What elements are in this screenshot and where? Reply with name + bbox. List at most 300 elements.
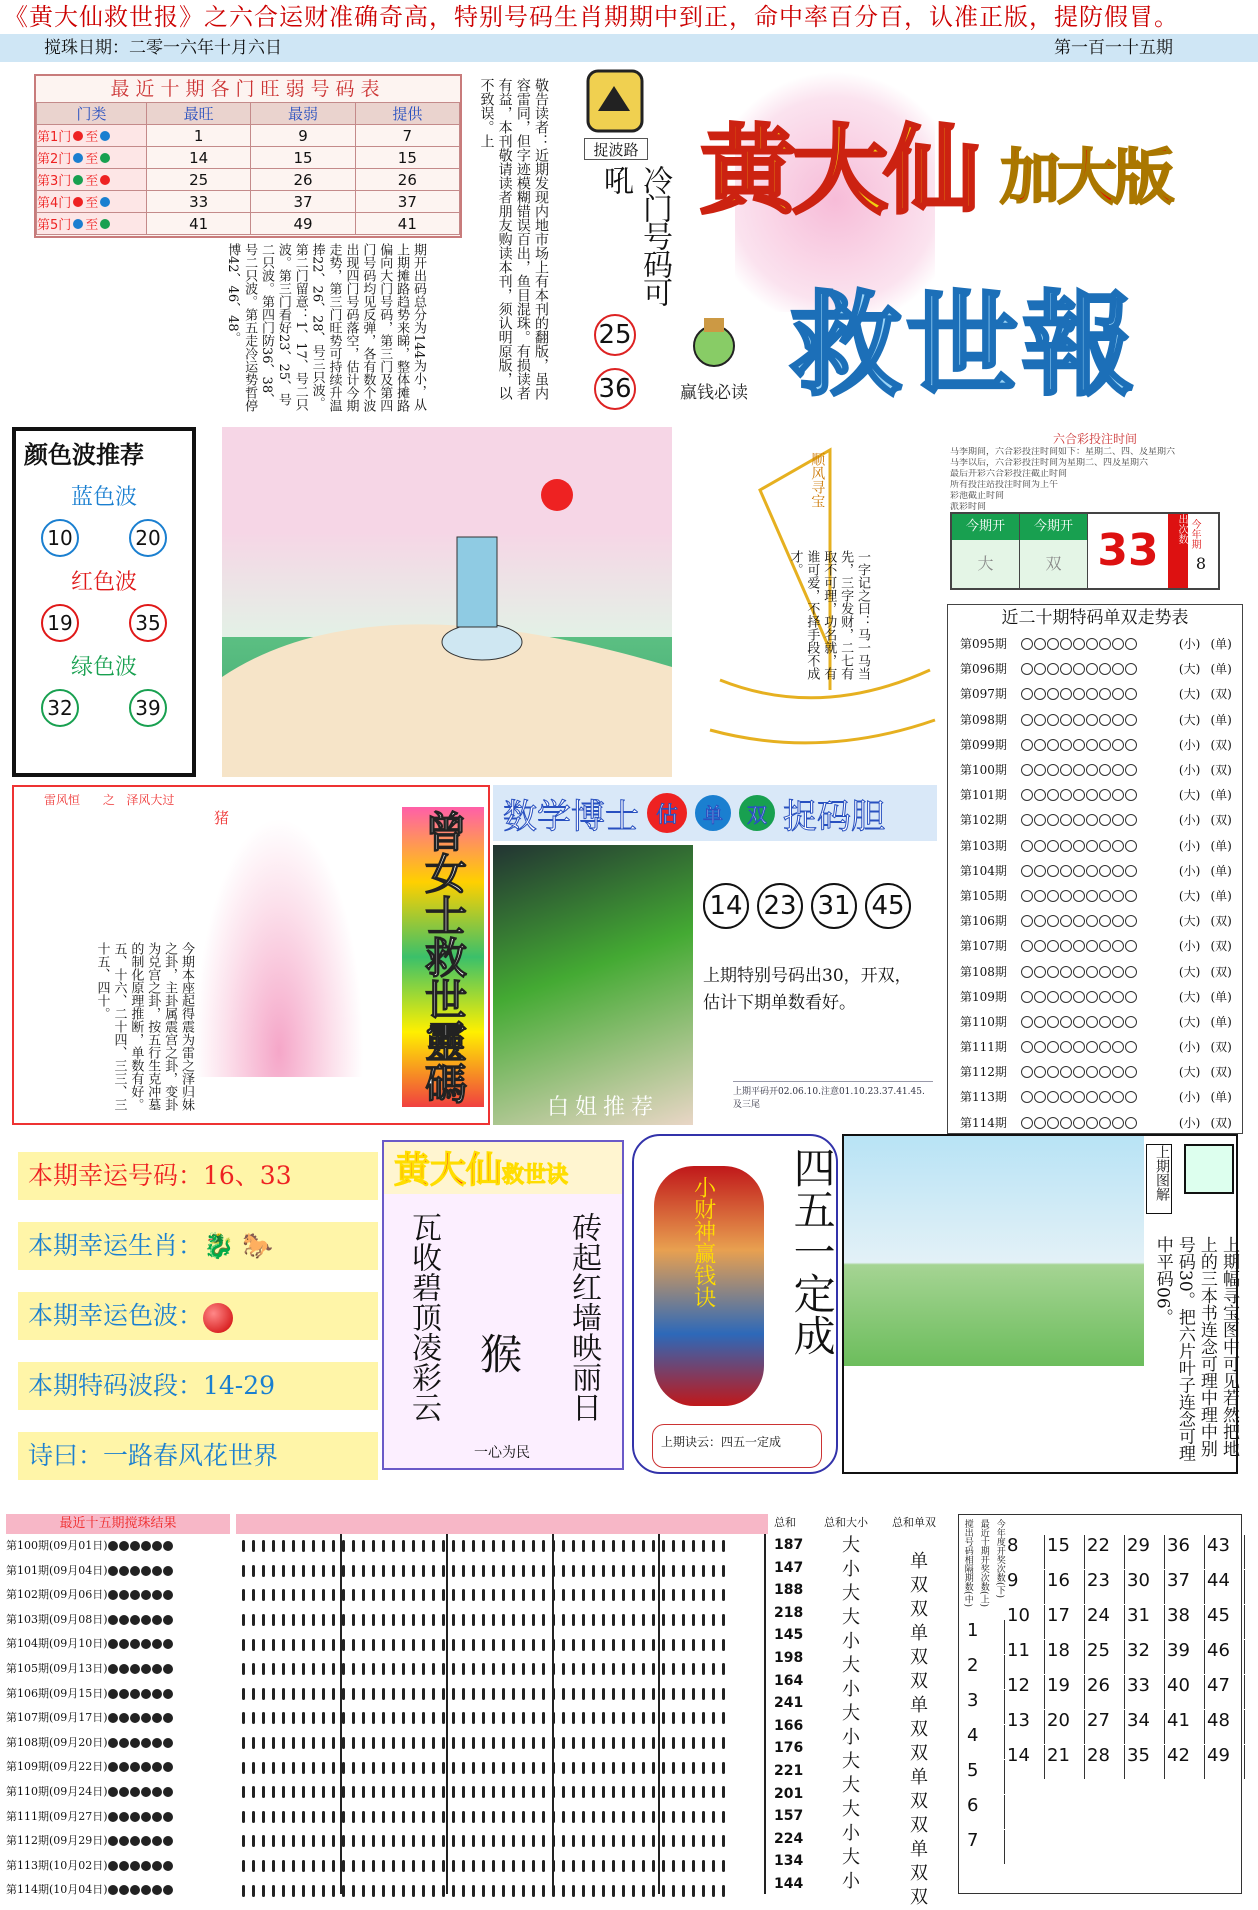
dot-icon — [242, 1540, 245, 1552]
table-cell: 1 — [147, 125, 251, 147]
dot-icon — [532, 1835, 535, 1847]
dot-icon — [372, 1614, 375, 1626]
dot-icon — [662, 1860, 665, 1872]
dot-icon — [562, 1639, 565, 1651]
ball-icon — [1073, 1016, 1085, 1028]
ball-icon — [1021, 1117, 1033, 1129]
dot-icon — [602, 1860, 605, 1872]
brand-plus: 加大版 — [1000, 143, 1171, 213]
ball-icon — [1047, 1091, 1059, 1103]
dot-icon — [622, 1589, 625, 1601]
trend-row: 第111期 (小) (双) — [960, 1040, 1232, 1055]
dot-icon — [462, 1565, 465, 1577]
trend-balls — [1021, 989, 1179, 1003]
brand-name: 黄大仙 — [700, 115, 976, 227]
ball-icon — [1125, 1091, 1137, 1103]
ball-icon — [1060, 840, 1072, 852]
dot-icon — [262, 1762, 265, 1774]
dot-icon — [522, 1639, 525, 1651]
dot-icon — [562, 1786, 565, 1798]
dot-icon — [432, 1639, 435, 1651]
number-cell: 11 — [1007, 1640, 1045, 1674]
dot-icon — [632, 1860, 635, 1872]
ball-icon — [119, 1787, 129, 1797]
dot-icon — [302, 1614, 305, 1626]
ball-grid-row — [236, 1657, 768, 1682]
dot-icon — [542, 1762, 545, 1774]
dot-icon — [332, 1786, 335, 1798]
dot-icon — [582, 1737, 585, 1749]
number-grid: 搅出号码相隔期数(中) 最近十期开奖次数(上) 今年度开奖次数(下) 1 2 3 4 5 6 7 8 9 10 11 12 13 14 15 16 17 18 19 20 21 22 23 24 25 26 27 28 29 30 31 32 33 34 35 36 37 38 39 40 41 42 43 44 45 46 47 48 49 — [958, 1514, 1242, 1894]
trend-balls — [1021, 1090, 1179, 1104]
trend-row: 第098期 (大) (单) — [960, 712, 1232, 727]
dot-icon — [542, 1860, 545, 1872]
dot-icon — [512, 1540, 515, 1552]
dot-icon — [462, 1639, 465, 1651]
wave-number: 20 — [129, 519, 167, 557]
trend-row: 第105期 (大) (单) — [960, 888, 1232, 903]
dot-icon — [712, 1540, 715, 1552]
hand-icon — [580, 66, 650, 136]
dot-icon — [592, 1688, 595, 1700]
dot-icon — [512, 1639, 515, 1651]
dot-icon — [702, 1639, 705, 1651]
dot-icon — [382, 1860, 385, 1872]
ball-icon — [1125, 991, 1137, 1003]
table-cell: 49 — [251, 213, 355, 235]
dot-icon — [392, 1589, 395, 1601]
trend-row: 第096期 (大) (单) — [960, 662, 1232, 677]
ball-icon — [1060, 814, 1072, 826]
dot-icon — [582, 1835, 585, 1847]
trend-balls — [1021, 914, 1179, 928]
dot-icon — [722, 1589, 725, 1601]
dot-icon — [692, 1589, 695, 1601]
dot-icon — [652, 1639, 655, 1651]
twenty-trend-box — [947, 604, 1243, 1134]
number-cell: 39 — [1167, 1640, 1205, 1674]
ball-icon — [1112, 789, 1124, 801]
dot-icon — [592, 1737, 595, 1749]
dot-icon — [692, 1885, 695, 1897]
ball-grid-row — [236, 1583, 768, 1608]
dot-icon — [502, 1762, 505, 1774]
ball-icon — [1099, 638, 1111, 650]
ball-icon — [152, 1836, 162, 1846]
ball-icon — [119, 1836, 129, 1846]
table-header: 最旺 — [147, 103, 251, 125]
ball-icon — [119, 1713, 129, 1723]
ball-icon — [1073, 1117, 1085, 1129]
dot-icon — [432, 1614, 435, 1626]
dot-icon — [302, 1540, 305, 1552]
dot-icon — [572, 1639, 575, 1651]
ball-icon — [1047, 940, 1059, 952]
dot-icon — [712, 1614, 715, 1626]
dot-icon — [382, 1688, 385, 1700]
dot-icon — [652, 1860, 655, 1872]
dot-icon — [702, 1885, 705, 1897]
ball-icon — [163, 1590, 173, 1600]
number-cell: 14 — [1007, 1745, 1045, 1779]
number-cell: 4 — [967, 1725, 1005, 1759]
dot-icon — [722, 1688, 725, 1700]
lucky-range: 本期特码波段：14-29 — [18, 1362, 378, 1410]
dot-icon — [692, 1762, 695, 1774]
dot-icon — [462, 1860, 465, 1872]
result-row: 第111期(09月27日) — [6, 1805, 230, 1830]
dot-icon — [552, 1565, 555, 1577]
dot-icon — [722, 1885, 725, 1897]
dot-icon — [702, 1786, 705, 1798]
dot-icon — [652, 1565, 655, 1577]
dot-icon — [342, 1762, 345, 1774]
dot-icon — [422, 1688, 425, 1700]
dot-icon — [382, 1786, 385, 1798]
dot-icon — [542, 1811, 545, 1823]
ball-icon — [1073, 940, 1085, 952]
dot-icon — [602, 1688, 605, 1700]
dot-icon — [622, 1712, 625, 1724]
ball-icon — [1060, 890, 1072, 902]
trend-row: 第107期 (小) (双) — [960, 939, 1232, 954]
sum-value: 157 — [774, 1808, 804, 1825]
dot-icon — [552, 1811, 555, 1823]
dot-icon — [672, 1589, 675, 1601]
ball-icon — [108, 1689, 118, 1699]
ball-icon — [1073, 739, 1085, 751]
dot-icon — [452, 1712, 455, 1724]
ball-icon — [141, 1664, 151, 1674]
ball-icon — [1047, 966, 1059, 978]
ball-icon — [130, 1762, 140, 1772]
dot-icon — [512, 1762, 515, 1774]
bet-time-box — [950, 430, 1240, 512]
dot-icon — [362, 1885, 365, 1897]
dot-icon — [382, 1614, 385, 1626]
dot-icon — [262, 1885, 265, 1897]
dot-icon — [672, 1835, 675, 1847]
bet-time-title: 六合彩投注时间 — [1052, 432, 1137, 446]
dot-icon — [672, 1540, 675, 1552]
ball-icon — [163, 1664, 173, 1674]
dot-icon — [612, 1811, 615, 1823]
dot-icon — [642, 1885, 645, 1897]
dot-icon — [302, 1860, 305, 1872]
ball-grid-row — [236, 1829, 768, 1854]
dot-icon — [452, 1589, 455, 1601]
dot-icon — [472, 1688, 475, 1700]
ball-icon — [108, 1541, 118, 1551]
dot-icon — [522, 1811, 525, 1823]
dot-icon — [632, 1762, 635, 1774]
dot-icon — [242, 1835, 245, 1847]
dot-icon — [642, 1565, 645, 1577]
ball-icon — [1047, 991, 1059, 1003]
dot-icon — [692, 1737, 695, 1749]
dot-icon — [562, 1811, 565, 1823]
dot-icon — [692, 1565, 695, 1577]
ball-icon — [1021, 1016, 1033, 1028]
catch-number: 36 — [594, 368, 636, 410]
dot-icon — [592, 1614, 595, 1626]
wave-name: 红色波 — [70, 570, 137, 595]
ball-icon — [1021, 814, 1033, 826]
dot-icon — [242, 1565, 245, 1577]
dot-icon — [292, 1688, 295, 1700]
dot-icon — [482, 1614, 485, 1626]
dot-icon — [612, 1885, 615, 1897]
dot-icon — [632, 1712, 635, 1724]
dot-icon — [452, 1614, 455, 1626]
dot-icon — [402, 1811, 405, 1823]
dot-icon — [262, 1811, 265, 1823]
dot-icon — [362, 1540, 365, 1552]
dot-icon — [322, 1811, 325, 1823]
ball-icon — [1112, 865, 1124, 877]
dot-icon — [502, 1589, 505, 1601]
ball-icon — [1034, 865, 1046, 877]
ball-icon — [1086, 991, 1098, 1003]
dot-icon — [402, 1565, 405, 1577]
dot-icon — [262, 1565, 265, 1577]
dot-icon — [572, 1688, 575, 1700]
dot-icon — [292, 1811, 295, 1823]
dot-icon — [692, 1688, 695, 1700]
dot-icon — [692, 1860, 695, 1872]
dot-icon — [542, 1885, 545, 1897]
dot-icon — [622, 1639, 625, 1651]
child-last: 上期诀云：四五一定成 — [652, 1424, 822, 1468]
dot-icon — [292, 1614, 295, 1626]
dot-icon — [492, 1786, 495, 1798]
dot-icon — [572, 1737, 575, 1749]
dot-icon — [262, 1663, 265, 1675]
dot-icon — [622, 1786, 625, 1798]
dot-icon — [722, 1762, 725, 1774]
dot-icon — [682, 1860, 685, 1872]
dot-icon — [452, 1811, 455, 1823]
ball-icon — [152, 1615, 162, 1625]
dot-icon — [442, 1663, 445, 1675]
sage-illustration — [844, 1136, 1144, 1366]
dot-icon — [612, 1565, 615, 1577]
ball-icon — [1099, 1117, 1111, 1129]
dot-icon — [372, 1737, 375, 1749]
number-cell: 49 — [1207, 1745, 1245, 1779]
dot-icon — [292, 1589, 295, 1601]
ball-icon — [163, 1885, 173, 1895]
ball-icon — [1073, 991, 1085, 1003]
dot-icon — [362, 1712, 365, 1724]
ball-icon — [1099, 1091, 1111, 1103]
wave-number: 39 — [129, 689, 167, 727]
dot-icon — [712, 1737, 715, 1749]
horse-icon: 🐎 — [242, 1231, 274, 1260]
dot-icon — [312, 1737, 315, 1749]
dot-icon — [252, 1540, 255, 1552]
dot-icon — [632, 1885, 635, 1897]
ball-icon — [108, 1615, 118, 1625]
dot-icon — [412, 1565, 415, 1577]
dot-icon — [602, 1835, 605, 1847]
dot-icon — [542, 1639, 545, 1651]
dot-icon — [382, 1811, 385, 1823]
ball-icon — [1060, 688, 1072, 700]
dot-icon — [642, 1589, 645, 1601]
dot-icon — [322, 1663, 325, 1675]
dot-icon — [722, 1835, 725, 1847]
dot-icon — [462, 1811, 465, 1823]
sum-value: 176 — [774, 1740, 804, 1757]
dot-icon — [362, 1762, 365, 1774]
dot-icon — [100, 153, 110, 163]
ball-icon — [1099, 890, 1111, 902]
ball-grid-header — [236, 1514, 768, 1534]
dot-icon — [272, 1786, 275, 1798]
dot-icon — [582, 1688, 585, 1700]
dot-icon — [73, 175, 83, 185]
dot-icon — [302, 1835, 305, 1847]
dot-icon — [412, 1639, 415, 1651]
dot-icon — [682, 1540, 685, 1552]
table-header: 最弱 — [251, 103, 355, 125]
result-row: 第102期(09月06日) — [6, 1583, 230, 1608]
number-cell: 5 — [967, 1760, 1005, 1794]
ball-icon — [1112, 714, 1124, 726]
dot-icon — [602, 1565, 605, 1577]
dot-icon — [622, 1614, 625, 1626]
ball-icon — [108, 1812, 118, 1822]
ball-icon — [141, 1861, 151, 1871]
ball-icon — [163, 1639, 173, 1649]
dot-icon — [492, 1860, 495, 1872]
door-cell: 第1门 至 — [37, 125, 147, 147]
dot-icon — [712, 1589, 715, 1601]
dot-icon — [242, 1885, 245, 1897]
dot-icon — [532, 1860, 535, 1872]
dot-icon — [312, 1860, 315, 1872]
ball-icon — [1034, 890, 1046, 902]
dot-icon — [362, 1811, 365, 1823]
dot-icon — [542, 1835, 545, 1847]
dot-icon — [682, 1639, 685, 1651]
dot-icon — [672, 1565, 675, 1577]
wave-numbers — [16, 689, 192, 727]
ball-icon — [1073, 814, 1085, 826]
ball-icon — [1034, 739, 1046, 751]
dot-icon — [312, 1835, 315, 1847]
ball-icon — [141, 1885, 151, 1895]
dot-icon — [712, 1712, 715, 1724]
poem-right: 砖起红墙映丽日 — [566, 1212, 601, 1422]
ball-icon — [1073, 1066, 1085, 1078]
dot-icon — [702, 1811, 705, 1823]
dot-icon — [412, 1688, 415, 1700]
dot-icon — [722, 1811, 725, 1823]
wave-numbers — [16, 519, 192, 557]
notice-text: 敬告读者：近期发现内地市场上有本刊的翻版，虽内容雷同，但字迹模糊错误百出，鱼目混珠。有损读者有益，本刊敬请读者朋友购读本刊，须认明原版，以不致误。上 — [478, 78, 549, 400]
dot-icon — [632, 1614, 635, 1626]
table-cell: 41 — [355, 213, 459, 235]
horoscope-box — [12, 785, 490, 1125]
dot-icon — [242, 1688, 245, 1700]
number-cell: 15 — [1047, 1535, 1085, 1569]
ball-icon — [1125, 1041, 1137, 1053]
dot-icon — [402, 1589, 405, 1601]
dot-icon — [312, 1688, 315, 1700]
dot-icon — [492, 1614, 495, 1626]
dot-icon — [632, 1565, 635, 1577]
dot-icon — [382, 1737, 385, 1749]
dot-icon — [722, 1614, 725, 1626]
dot-icon — [662, 1540, 665, 1552]
ball-icon — [1034, 1091, 1046, 1103]
dot-icon — [322, 1762, 325, 1774]
dot-icon — [392, 1737, 395, 1749]
dot-icon — [662, 1565, 665, 1577]
dot-icon — [672, 1712, 675, 1724]
dot-icon — [622, 1835, 625, 1847]
ball-icon — [1125, 1066, 1137, 1078]
ball-icon — [1073, 638, 1085, 650]
dot-icon — [342, 1885, 345, 1897]
dot-icon — [602, 1762, 605, 1774]
lucky-zodiac: 本期幸运生肖：🐉 🐎 — [18, 1222, 378, 1270]
dot-icon — [472, 1811, 475, 1823]
ball-icon — [1047, 1041, 1059, 1053]
dot-icon — [452, 1663, 455, 1675]
trend-table-title: 最近十期各门旺弱号码表 — [110, 78, 386, 100]
dot-icon — [352, 1737, 355, 1749]
lucky-number: 本期幸运号码：16、33 — [18, 1152, 378, 1200]
dot-icon — [712, 1565, 715, 1577]
ball-icon — [1060, 1091, 1072, 1103]
dot-icon — [412, 1835, 415, 1847]
bet-time-line: 所有投注站投注时间为上午 — [950, 480, 1059, 490]
ball-icon — [1047, 714, 1059, 726]
ball-icon — [1034, 991, 1046, 1003]
dot-icon — [342, 1811, 345, 1823]
dot-icon — [572, 1762, 575, 1774]
dot-icon — [242, 1762, 245, 1774]
ball-icon — [1021, 940, 1033, 952]
dot-icon — [272, 1565, 275, 1577]
dot-icon — [472, 1565, 475, 1577]
date-bar — [0, 34, 1258, 62]
dot-icon — [422, 1885, 425, 1897]
dot-icon — [472, 1639, 475, 1651]
dot-icon — [282, 1737, 285, 1749]
sum-value: 218 — [774, 1604, 804, 1621]
dot-icon — [502, 1860, 505, 1872]
ball-icon — [1021, 663, 1033, 675]
dot-icon — [522, 1663, 525, 1675]
ball-icon — [1086, 764, 1098, 776]
dot-icon — [372, 1811, 375, 1823]
dot-icon — [582, 1860, 585, 1872]
dot-icon — [242, 1589, 245, 1601]
dot-icon — [382, 1639, 385, 1651]
dot-icon — [532, 1565, 535, 1577]
number-cell: 2 — [967, 1655, 1005, 1689]
ball-icon — [1099, 915, 1111, 927]
ball-icon — [1047, 1117, 1059, 1129]
dot-icon — [342, 1712, 345, 1724]
ball-icon — [1047, 764, 1059, 776]
ball-icon — [163, 1861, 173, 1871]
dot-icon — [612, 1860, 615, 1872]
